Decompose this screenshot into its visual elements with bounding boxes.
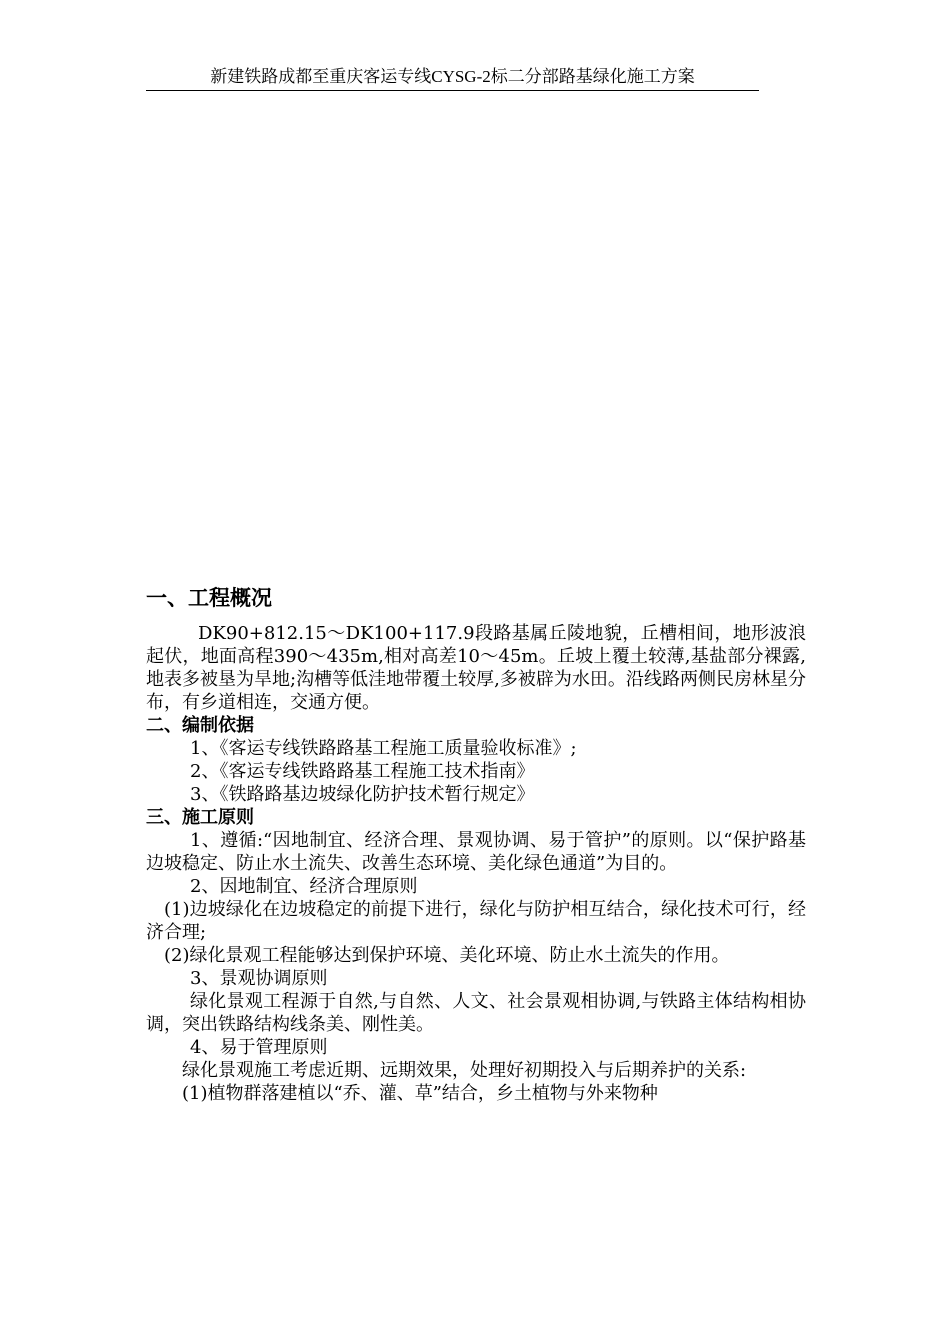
basis-item-3: 3、《铁路路基边坡绿化防护技术暂行规定》 <box>190 784 535 805</box>
section-heading-basis: 二、编制依据 <box>146 715 254 736</box>
principle-3-text: 绿化景观工程源于自然,与自然、人文、社会景观相协调,与铁路主体结构相协调，突出铁路结构线条美、刚性美。 <box>146 991 806 1035</box>
project-overview-paragraph: DK90+812.15～DK100+117.9段路基属丘陵地貌，丘槽相间，地形波浪起伏，地面高程390～435m,相对高差10～45m。丘坡上覆土较薄,基盐部分裸露,地表多被垦为旱地;沟槽等低洼地带覆土较厚,多被辟为水田。沿线路两侧民房林星分布，有乡道相连，交通方便。 <box>146 623 806 713</box>
principle-2-title: 2、因地制宜、经济合理原则 <box>190 876 418 897</box>
principle-3-title: 3、景观协调原则 <box>190 968 328 989</box>
section-heading-project-overview: 一、工程概况 <box>146 586 272 610</box>
principle-2-item-1: (1)边坡绿化在边坡稳定的前提下进行，绿化与防护相互结合，绿化技术可行，经济合理; <box>146 899 806 943</box>
page-header: 新建铁路成都至重庆客运专线CYSG-2标二分部路基绿化施工方案 <box>146 66 759 91</box>
principle-4-text: 绿化景观施工考虑近期、远期效果，处理好初期投入与后期养护的关系: <box>182 1060 747 1081</box>
principle-4-title: 4、易于管理原则 <box>190 1037 328 1058</box>
principle-2-item-2: (2)绿化景观工程能够达到保护环境、美化环境、防止水土流失的作用。 <box>164 945 730 966</box>
basis-item-1: 1、《客运专线铁路路基工程施工质量验收标准》; <box>190 738 577 759</box>
basis-item-2: 2、《客运专线铁路路基工程施工技术指南》 <box>190 761 535 782</box>
document-body <box>146 582 806 1105</box>
principle-1-paragraph: 1、遵循:“因地制宜、经济合理、景观协调、易于管护”的原则。以“保护路基边坡稳定、防止水土流失、改善生态环境、美化绿色通道”为目的。 <box>146 830 806 874</box>
section-heading-principles: 三、施工原则 <box>146 807 254 828</box>
principle-4-item-1: (1)植物群落建植以“乔、灌、草”结合，乡土植物与外来物种 <box>182 1083 658 1104</box>
